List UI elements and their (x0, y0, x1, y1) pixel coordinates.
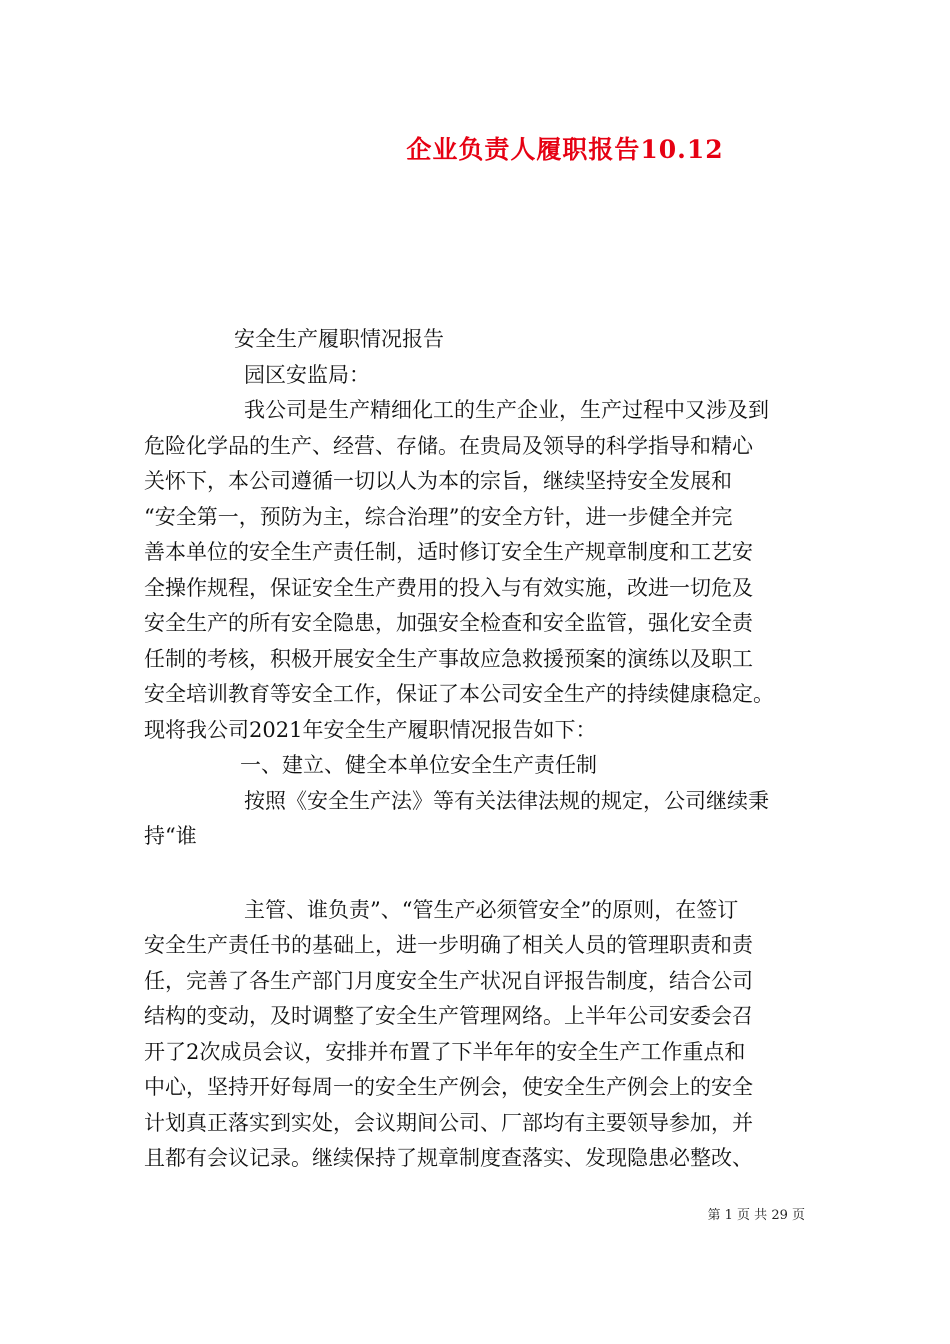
paragraph-line: 按照《安全生产法》等有关法律法规的规定，公司继续秉 (244, 788, 769, 813)
paragraph-line: 任，完善了各生产部门月度安全生产状况自评报告制度，结合公司 (144, 968, 753, 993)
salutation: 园区安监局： (244, 362, 370, 387)
paragraph-line: “安全第一，预防为主，综合治理”的安全方针，进一步健全并完 (144, 504, 733, 529)
paragraph-line: 中心，坚持开好每周一的安全生产例会，使安全生产例会上的安全 (144, 1075, 753, 1099)
paragraph-line: 我公司是生产精细化工的生产企业，生产过程中又涉及到 (244, 398, 769, 422)
paragraph-line: 持“谁 (144, 824, 197, 848)
report-subtitle: 安全生产履职情况报告 (234, 327, 444, 351)
paragraph-line: 安全生产的所有安全隐患，加强安全检查和安全监管，强化安全责 (144, 611, 753, 635)
paragraph-gap (144, 855, 820, 893)
paragraph-line: 安全培训教育等安全工作，保证了本公司安全生产的持续健康稳定。 (144, 682, 774, 706)
paragraph-line: 危险化学品的生产、经营、存储。在贵局及领导的科学指导和精心 (144, 433, 753, 458)
paragraph-line: 善本单位的安全生产责任制，适时修订安全生产规章制度和工艺安 (144, 540, 753, 564)
document-body (144, 322, 820, 1177)
paragraph-line: 关怀下，本公司遵循一切以人为本的宗旨，继续坚持安全发展和 (144, 469, 732, 493)
paragraph-line: 结构的变动，及时调整了安全生产管理网络。上半年公司安委会召 (144, 1004, 753, 1028)
section-heading: 一、建立、健全本单位安全生产责任制 (240, 753, 597, 777)
paragraph-line: 主管、谁负责”、“管生产必须管安全”的原则，在签订 (244, 897, 739, 922)
page-number-footer: 第 1 页 共 29 页 (707, 1208, 805, 1223)
paragraph-line: 计划真正落实到实处，会议期间公司、厂部均有主要领导参加，并 (144, 1110, 753, 1135)
paragraph-line: 安全生产责任书的基础上，进一步明确了相关人员的管理职责和责 (144, 933, 753, 957)
paragraph-line: 任制的考核，积极开展安全生产事故应急救援预案的演练以及职工 (144, 646, 753, 671)
paragraph-line: 现将我公司2021年安全生产履职情况报告如下： (144, 717, 597, 742)
document-title: 企业负责人履职报告10.12 (406, 135, 724, 164)
paragraph-line: 开了2次成员会议，安排并布置了下半年年的安全生产工作重点和 (144, 1039, 746, 1064)
paragraph-line: 且都有会议记录。继续保持了规章制度查落实、发现隐患必整改、 (144, 1146, 753, 1170)
paragraph-line: 全操作规程，保证安全生产费用的投入与有效实施，改进一切危及 (144, 575, 753, 600)
